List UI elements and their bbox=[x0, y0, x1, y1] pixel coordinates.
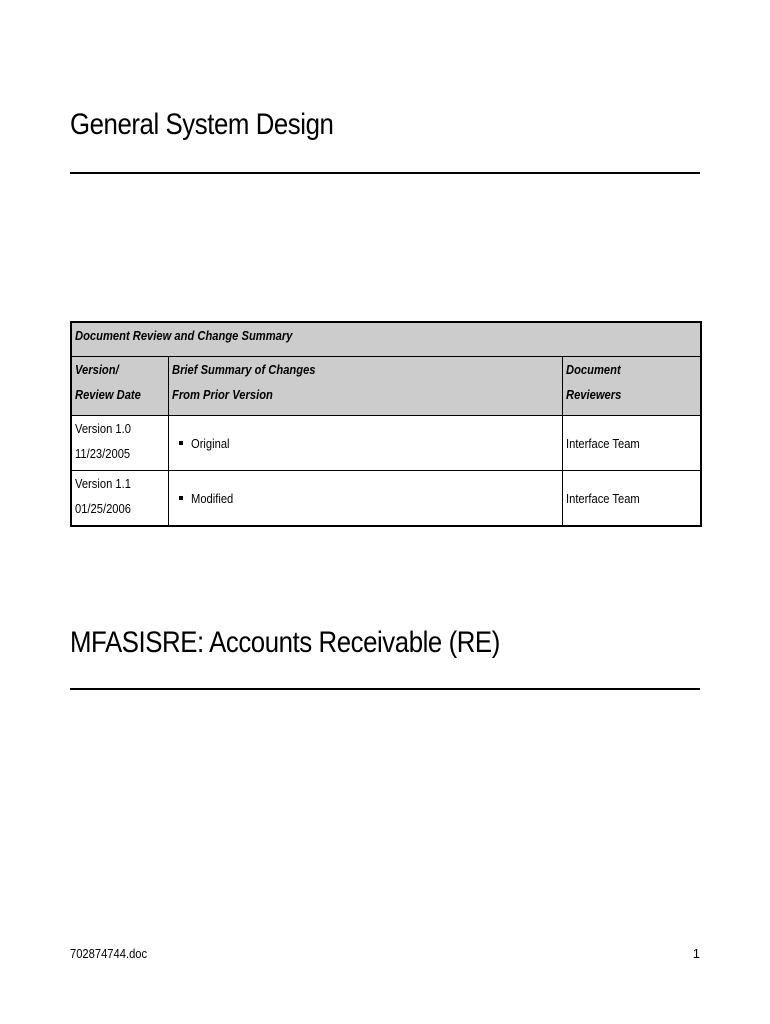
page-title: General System Design bbox=[70, 108, 334, 141]
review-summary-table bbox=[70, 321, 702, 527]
footer-filename: 702874744.doc bbox=[70, 946, 148, 961]
summary-cell: Original bbox=[169, 416, 563, 471]
table-caption: Document Review and Change Summary bbox=[71, 322, 701, 357]
table-row bbox=[71, 416, 701, 471]
version-cell: Version 1.0 11/23/2005 bbox=[71, 416, 169, 471]
column-header-version: Version/ Review Date bbox=[71, 357, 169, 416]
summary-cell: Modified bbox=[169, 471, 563, 527]
column-header-summary: Brief Summary of Changes From Prior Version bbox=[169, 357, 563, 416]
column-header-reviewers: Document Reviewers bbox=[563, 357, 702, 416]
reviewers-cell: Interface Team bbox=[563, 416, 702, 471]
section-divider bbox=[70, 688, 700, 690]
version-cell: Version 1.1 01/25/2006 bbox=[71, 471, 169, 527]
bullet-icon bbox=[179, 441, 183, 445]
table-row bbox=[71, 471, 701, 527]
footer-page-number: 1 bbox=[692, 946, 700, 961]
bullet-icon bbox=[179, 496, 183, 500]
title-divider bbox=[70, 172, 700, 174]
section-title: MFASISRE: Accounts Receivable (RE) bbox=[70, 626, 500, 659]
reviewers-cell: Interface Team bbox=[563, 471, 702, 527]
